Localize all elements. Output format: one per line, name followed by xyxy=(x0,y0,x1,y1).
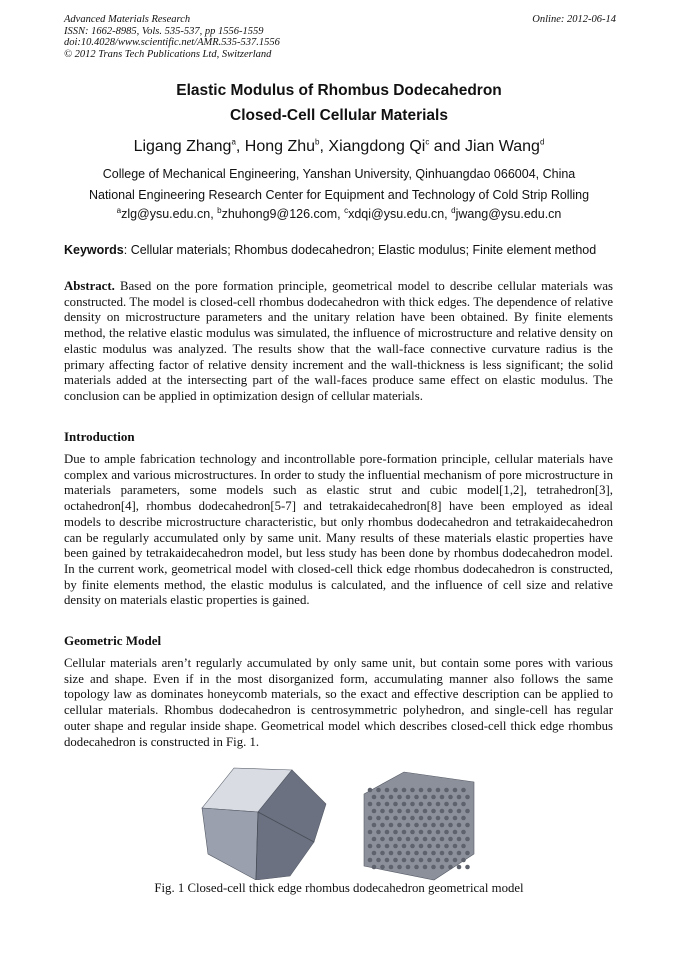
author-sup: b xyxy=(315,137,320,147)
single-cell-dodecahedron-image xyxy=(194,764,334,880)
keywords-text: : Cellular materials; Rhombus dodecahedron; Elastic modulus; Finite element method xyxy=(123,243,597,257)
author-sup: c xyxy=(425,137,430,147)
lattice-pore xyxy=(406,865,411,870)
lattice-pore xyxy=(410,830,415,835)
lattice-pore xyxy=(389,851,394,856)
lattice-pore xyxy=(406,823,411,828)
lattice-pore xyxy=(410,816,415,821)
lattice-pore xyxy=(419,788,424,793)
cellular-lattice-image xyxy=(360,770,478,882)
lattice-pore xyxy=(389,837,394,842)
lattice-pore xyxy=(372,823,377,828)
lattice-pore xyxy=(444,816,449,821)
lattice-pore xyxy=(410,802,415,807)
abstract-text: Based on the pore formation principle, geometrical model to describe cellular materials was constructed. The model is closed-cell rhombus dodecahedron with thick edges. The dependence of relative density on microstructure parameters and the unitary relation have been obtained. By finite elements method, the relative elastic modulus was simulated, the influence of microstructure and relative density on elastic modulus was analyzed. The results show that the wall-face connective curvature radius is the primary affecting factor of relative density increment and the wall-thickness is less significant; the solid materials added at the intersecting part of the wall-faces produce same effect on elastic modulus. The conclusion can be applied in optimization design of cellular materials. xyxy=(64,279,613,403)
lattice-pore xyxy=(448,809,453,814)
lattice-pore xyxy=(376,830,381,835)
lattice-pore xyxy=(406,837,411,842)
lattice-pore xyxy=(423,823,428,828)
author-separator: and xyxy=(429,138,465,155)
lattice-pore xyxy=(393,816,398,821)
lattice-pore xyxy=(414,865,419,870)
email-sup: c xyxy=(344,205,349,215)
lattice-pore xyxy=(444,858,449,863)
lattice-pore xyxy=(427,788,432,793)
lattice-pore xyxy=(368,816,373,821)
lattice-pore xyxy=(393,802,398,807)
lattice-pore xyxy=(457,865,462,870)
lattice-pore xyxy=(461,858,466,863)
lattice-pore xyxy=(436,802,441,807)
email-address[interactable]: jwang@ysu.edu.cn xyxy=(455,207,562,221)
lattice-pore xyxy=(397,809,402,814)
lattice-pore xyxy=(461,816,466,821)
lattice-pore xyxy=(465,851,470,856)
lattice-pore xyxy=(448,837,453,842)
lattice-pore xyxy=(372,851,377,856)
lattice-pore xyxy=(431,865,436,870)
lattice-pore xyxy=(397,837,402,842)
doi-line: doi:10.4028/www.scientific.net/AMR.535-537.1556 xyxy=(64,37,280,48)
keywords-line xyxy=(64,243,624,257)
lattice-pore xyxy=(393,788,398,793)
lattice-pore xyxy=(389,823,394,828)
lattice-pore xyxy=(385,816,390,821)
lattice-pore xyxy=(444,844,449,849)
lattice-pore xyxy=(440,851,445,856)
lattice-pore xyxy=(448,795,453,800)
lattice-pore xyxy=(440,865,445,870)
lattice-pore xyxy=(402,788,407,793)
lattice-pore xyxy=(376,788,381,793)
lattice-pore xyxy=(368,802,373,807)
author-sup: d xyxy=(539,137,545,147)
lattice-pore xyxy=(376,858,381,863)
lattice-pore xyxy=(419,858,424,863)
lattice-pore xyxy=(368,830,373,835)
paper-title-line-1: Elastic Modulus of Rhombus Dodecahedron xyxy=(176,82,502,99)
lattice-pore xyxy=(368,844,373,849)
lattice-pore xyxy=(414,851,419,856)
lattice-pore xyxy=(402,802,407,807)
author-name: Ligang Zhang xyxy=(133,138,232,155)
lattice-pore xyxy=(368,788,373,793)
journal-name: Advanced Materials Research xyxy=(64,14,191,25)
lattice-pore xyxy=(427,816,432,821)
email-sup: a xyxy=(116,205,122,215)
lattice-pore xyxy=(457,795,462,800)
lattice-pore xyxy=(465,865,470,870)
lattice-pore xyxy=(419,830,424,835)
lattice-pore xyxy=(461,788,466,793)
lattice-pore xyxy=(380,851,385,856)
author-list xyxy=(0,138,678,156)
lattice-pore xyxy=(436,858,441,863)
lattice-pore xyxy=(444,802,449,807)
lattice-pore xyxy=(410,858,415,863)
lattice-pore xyxy=(436,844,441,849)
left-face xyxy=(202,808,258,880)
email-address[interactable]: zhuhong9@126.com xyxy=(221,207,338,221)
lattice-pore xyxy=(444,788,449,793)
lattice-pore xyxy=(380,837,385,842)
lattice-pore xyxy=(427,830,432,835)
email-separator: , xyxy=(337,207,345,221)
email-sup: b xyxy=(217,205,222,215)
lattice-pore xyxy=(453,788,458,793)
lattice-pore xyxy=(419,816,424,821)
author-name: Hong Zhu xyxy=(244,138,316,155)
email-sup: d xyxy=(451,205,456,215)
lattice-pore xyxy=(440,795,445,800)
lattice-pore xyxy=(376,844,381,849)
email-list xyxy=(0,207,678,221)
lattice-pore xyxy=(402,816,407,821)
lattice-pore xyxy=(457,809,462,814)
lattice-pore xyxy=(448,851,453,856)
lattice-pore xyxy=(393,858,398,863)
author-separator: , xyxy=(235,138,245,155)
lattice-pore xyxy=(402,844,407,849)
lattice-pore xyxy=(376,816,381,821)
lattice-pore xyxy=(385,830,390,835)
lattice-pore xyxy=(406,795,411,800)
lattice-pore xyxy=(414,823,419,828)
lattice-pore xyxy=(431,851,436,856)
introduction-heading: Introduction xyxy=(64,429,135,444)
lattice-pore xyxy=(397,865,402,870)
lattice-pore xyxy=(453,816,458,821)
lattice-pore xyxy=(465,809,470,814)
lattice-pore xyxy=(448,865,453,870)
email-address[interactable]: zlg@ysu.edu.cn xyxy=(121,207,211,221)
lattice-pore xyxy=(393,844,398,849)
lattice-pore xyxy=(389,795,394,800)
lattice-pore xyxy=(461,802,466,807)
copyright-line: © 2012 Trans Tech Publications Ltd, Switzerland xyxy=(64,48,272,60)
lattice-pore xyxy=(457,837,462,842)
lattice-pore xyxy=(440,823,445,828)
author-name: Xiangdong Qi xyxy=(328,138,426,155)
lattice-pore xyxy=(406,809,411,814)
lattice-pore xyxy=(380,865,385,870)
lattice-pore xyxy=(431,837,436,842)
lattice-pore xyxy=(423,865,428,870)
issn-line: ISSN: 1662-8985, Vols. 535-537, pp 1556-1559 xyxy=(64,25,264,37)
lattice-pore xyxy=(372,865,377,870)
affiliation-1: College of Mechanical Engineering, Yanshan University, Qinhuangdao 066004, China xyxy=(102,167,576,181)
lattice-pore xyxy=(419,802,424,807)
lattice-pore xyxy=(372,837,377,842)
lattice-pore xyxy=(465,837,470,842)
lattice-pore xyxy=(427,858,432,863)
lattice-pore xyxy=(465,823,470,828)
lattice-pore xyxy=(410,788,415,793)
lattice-pore xyxy=(414,809,419,814)
lattice-pore xyxy=(427,802,432,807)
lattice-pore xyxy=(380,809,385,814)
lattice-pore xyxy=(423,809,428,814)
email-separator: , xyxy=(444,207,452,221)
affiliation-2: National Engineering Research Center for Equipment and Technology of Cold Strip Rolling xyxy=(88,188,590,202)
page-header xyxy=(64,14,616,60)
lattice-pore xyxy=(372,809,377,814)
lattice-pore xyxy=(448,823,453,828)
lattice-pore xyxy=(457,823,462,828)
lattice-pore xyxy=(453,858,458,863)
lattice-pore xyxy=(465,795,470,800)
lattice-pore xyxy=(410,844,415,849)
lattice-pore xyxy=(453,830,458,835)
lattice-pore xyxy=(419,844,424,849)
lattice-pore xyxy=(380,795,385,800)
introduction-paragraph: Due to ample fabrication technology and incontrollable pore-formation principle, cellular materials have complex and various microstructures. In order to study the influential mechanism of pore microstructure in materials parameters, some models such as elastic strut and cubic model[1,2], tetrahedron[3], octahedron[4], rhombus dodecahedron[5-7] and tetrakaidecahedron[8] have been employed as ideal models to describe microstructure characteristic, but only rhombus dodecahedron and tetrakaidecahedron can be regularly accumulated only by same unit. Many results of these materials elastic properties have been gained by tetrakaidecahedron model, but less study has been done by rhombus dodecahedron model. In the current work, geometrical model with closed-cell thick edge rhombus dodecahedron is constructed, by finite elements method, the elastic modulus is calculated, and the influence of cell size and relative density on materials elastic properties is gained. xyxy=(64,452,613,608)
lattice-pore xyxy=(406,851,411,856)
lattice-pore xyxy=(436,788,441,793)
keywords-label: Keywords xyxy=(64,243,124,257)
lattice-pore xyxy=(385,802,390,807)
lattice-pore xyxy=(397,795,402,800)
lattice-pore xyxy=(431,823,436,828)
lattice-pore xyxy=(453,802,458,807)
author-name: Jian Wang xyxy=(464,138,540,155)
lattice-pore xyxy=(431,809,436,814)
lattice-pore xyxy=(461,844,466,849)
lattice-pore xyxy=(389,865,394,870)
online-date: Online: 2012-06-14 xyxy=(532,14,616,25)
lattice-pore xyxy=(385,788,390,793)
abstract-label: Abstract. xyxy=(64,279,115,293)
email-separator: , xyxy=(210,207,218,221)
paper-title-line-2: Closed-Cell Cellular Materials xyxy=(230,107,448,124)
abstract-paragraph xyxy=(64,279,613,405)
geometric-model-paragraph: Cellular materials aren’t regularly accumulated by only same unit, but contain some pores with various size and shape. Even if in the most disorganized form, accumulating manner also follows the same topology law as dominates honeycomb materials, so the exact and effective description can be applied to cellular materials. Rhombus dodecahedron is centrosymmetric polyhedron, and single-cell has regular outer shape and regular inside shape. Geometrical model which describes closed-cell thick edge rhombus dodecahedron is constructed in Fig. 1. xyxy=(64,656,613,749)
author-separator: , xyxy=(319,138,329,155)
figure-caption: Fig. 1 Closed-cell thick edge rhombus dodecahedron geometrical model xyxy=(154,881,524,895)
lattice-pore xyxy=(436,816,441,821)
lattice-pore xyxy=(376,802,381,807)
lattice-pore xyxy=(457,851,462,856)
lattice-pore xyxy=(368,858,373,863)
lattice-pore xyxy=(440,837,445,842)
lattice-pore xyxy=(453,844,458,849)
lattice-pore xyxy=(385,858,390,863)
lattice-pore xyxy=(427,844,432,849)
author-sup: a xyxy=(231,137,236,147)
lattice-pore xyxy=(402,858,407,863)
lattice-pore xyxy=(372,795,377,800)
figure-1 xyxy=(0,760,678,880)
lattice-pore xyxy=(389,809,394,814)
lattice-pore xyxy=(414,795,419,800)
lattice-pore xyxy=(423,851,428,856)
lattice-pore xyxy=(380,823,385,828)
lattice-pore xyxy=(393,830,398,835)
lattice-pore xyxy=(414,837,419,842)
lattice-pore xyxy=(440,809,445,814)
lattice-pore xyxy=(444,830,449,835)
lattice-pore xyxy=(423,837,428,842)
lattice-pore xyxy=(397,823,402,828)
lattice-pore xyxy=(431,795,436,800)
geometric-model-heading: Geometric Model xyxy=(64,633,162,648)
lattice-pore xyxy=(436,830,441,835)
lattice-pore xyxy=(385,844,390,849)
lattice-pore xyxy=(397,851,402,856)
email-address[interactable]: xdqi@ysu.edu.cn xyxy=(348,207,445,221)
lattice-pore xyxy=(461,830,466,835)
lattice-pore xyxy=(402,830,407,835)
lattice-pore xyxy=(423,795,428,800)
